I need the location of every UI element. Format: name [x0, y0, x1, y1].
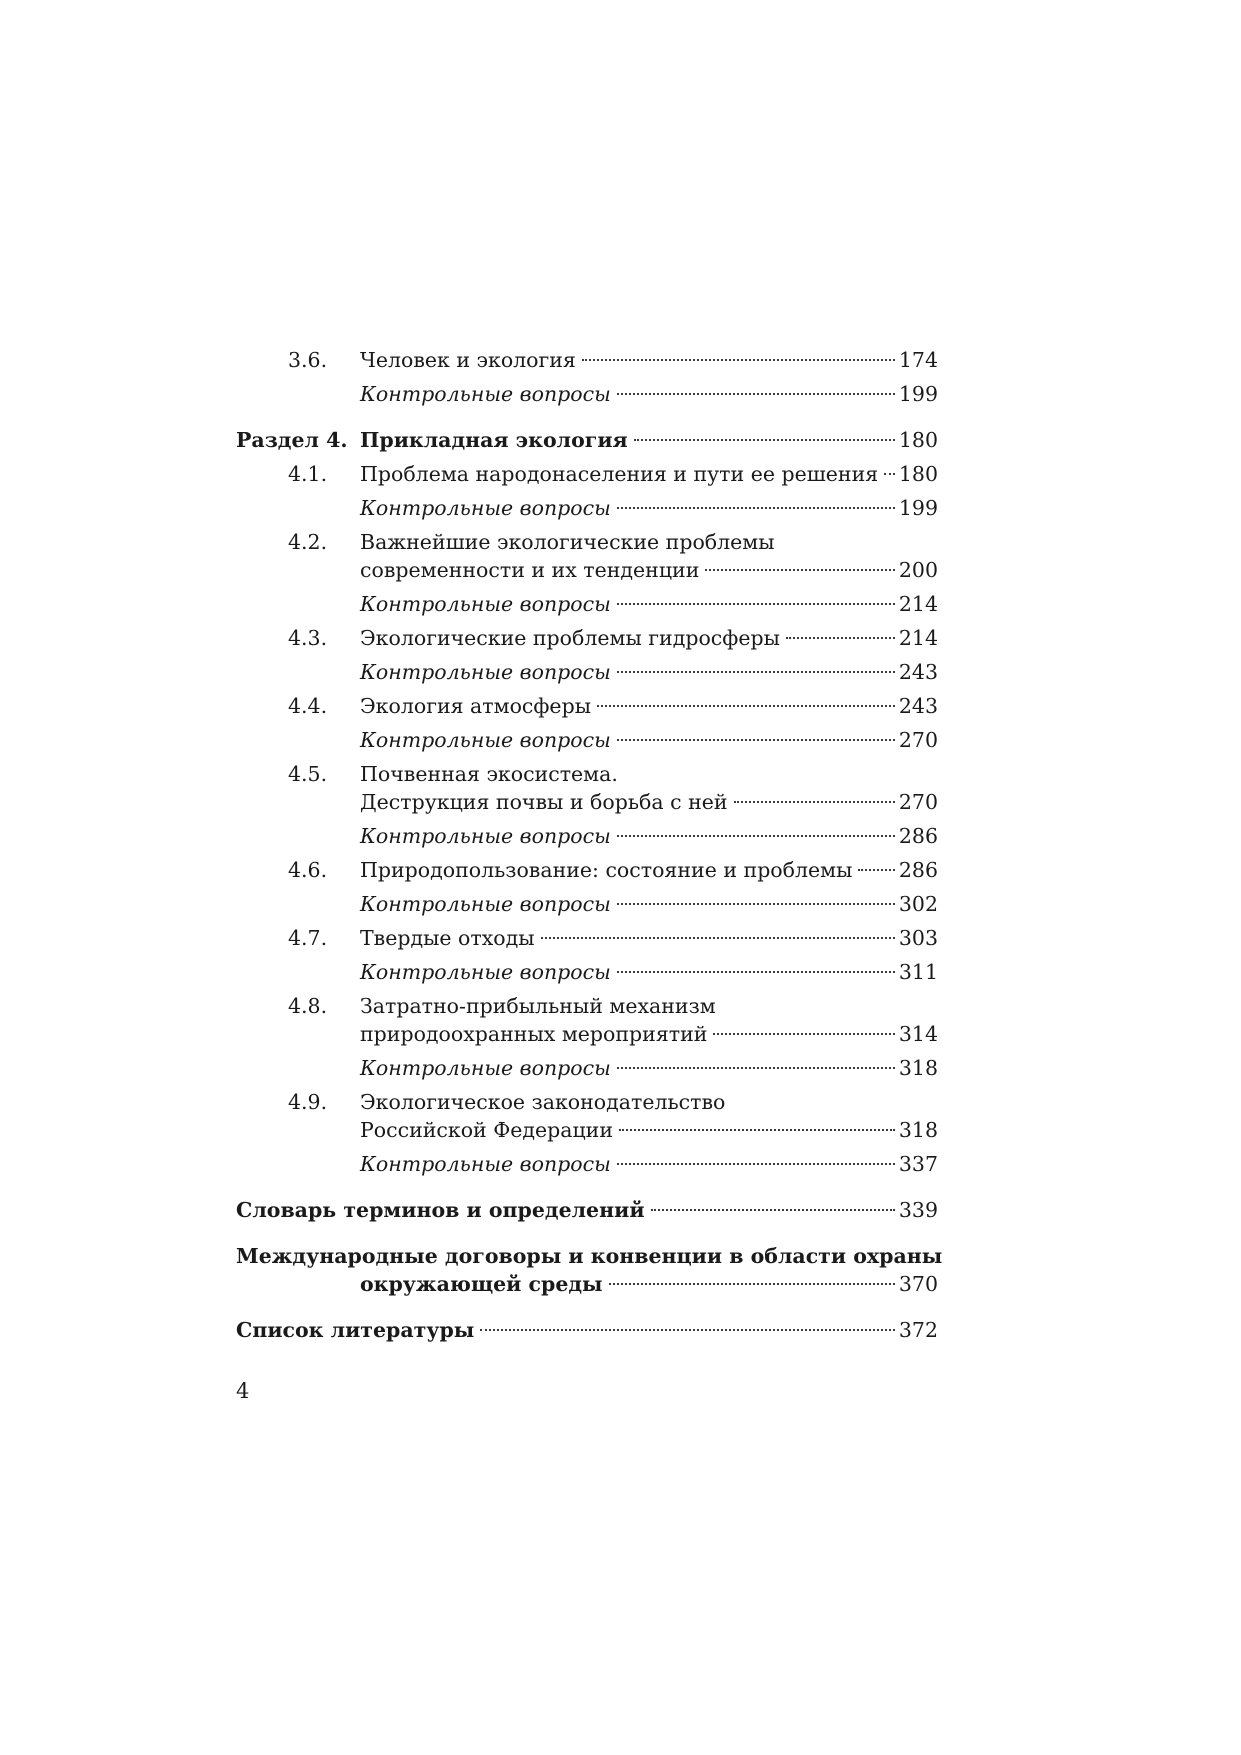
toc-entry-4-1[interactable] [236, 457, 938, 491]
entry-line [360, 1116, 938, 1144]
toc-entry-4-1-questions[interactable] [236, 491, 938, 525]
dot-leader [617, 739, 895, 741]
toc-entry-4-7[interactable] [236, 921, 938, 955]
dot-leader [619, 1129, 895, 1131]
section-title: Человек и экология [360, 348, 576, 372]
section-title-line-2: Деструкция почвы и борьба с ней [360, 790, 728, 814]
part-number: Раздел 4. [236, 428, 348, 452]
toc-entry-4-7-questions[interactable] [236, 955, 938, 989]
page-footer-number: 4 [236, 1379, 250, 1403]
entry-line [360, 621, 938, 652]
dot-leader [617, 1163, 895, 1165]
dot-leader [858, 869, 894, 871]
page-number: 174 [898, 348, 938, 372]
questions-title: Контрольные вопросы [360, 1152, 611, 1176]
questions-title: Контрольные вопросы [360, 728, 611, 752]
entry-block [360, 989, 938, 1048]
page-number: 214 [898, 626, 938, 650]
entry-line [360, 955, 938, 986]
dot-leader [651, 1209, 895, 1211]
entry-line [236, 1270, 938, 1298]
toc-entry-3-6[interactable] [236, 343, 938, 377]
entry-line [236, 1193, 938, 1224]
dot-leader [617, 671, 895, 673]
section-title: Природопользование: состояние и проблемы [360, 858, 853, 882]
page-number: 199 [898, 382, 938, 406]
dot-leader [617, 507, 895, 509]
treaties-title-line-2: окружающей среды [360, 1272, 603, 1296]
page-number: 180 [898, 462, 938, 486]
dot-leader [609, 1283, 895, 1285]
toc-entry-4-5[interactable] [236, 757, 938, 819]
entry-line [360, 723, 938, 754]
dot-leader [617, 835, 895, 837]
dot-leader [617, 603, 895, 605]
section-number: 4.4. [288, 694, 328, 718]
dot-leader [541, 937, 895, 939]
toc-entry-4-3-questions[interactable] [236, 655, 938, 689]
dot-leader [617, 903, 895, 905]
entry-line [360, 556, 938, 584]
page-number: 286 [898, 824, 938, 848]
toc-entry-4-2-questions[interactable] [236, 587, 938, 621]
entry-line [236, 1313, 938, 1344]
questions-title: Контрольные вопросы [360, 660, 611, 684]
toc-entry-4-2[interactable] [236, 525, 938, 587]
entry-line [360, 788, 938, 816]
questions-title: Контрольные вопросы [360, 592, 611, 616]
entry-block [360, 1085, 938, 1144]
entry-line [360, 587, 938, 618]
section-title-line-2: природоохранных мероприятий [360, 1022, 708, 1046]
toc-treaties[interactable] [236, 1239, 943, 1301]
entry-line [360, 491, 938, 522]
section-title-line-1: Затратно-прибыльный механизм [360, 994, 716, 1018]
entry-line [360, 887, 938, 918]
toc-entry-4-6-questions[interactable] [236, 887, 938, 921]
entry-line [360, 1147, 938, 1178]
dot-leader [617, 393, 895, 395]
toc-entry-4-8[interactable] [236, 989, 938, 1051]
toc-entry-4-4[interactable] [236, 689, 938, 723]
part-title: Прикладная экология [360, 428, 628, 452]
page-number: 270 [898, 728, 938, 752]
dot-leader [705, 569, 895, 571]
glossary-title: Словарь терминов и определений [236, 1198, 645, 1222]
toc-entry-4-9[interactable] [236, 1085, 938, 1147]
page-number: 370 [898, 1272, 938, 1296]
section-number: 4.6. [288, 858, 328, 882]
page-number: 302 [898, 892, 938, 916]
entry-block [360, 525, 938, 584]
entry-line [360, 1051, 938, 1082]
section-title-line-1: Важнейшие экологические проблемы [360, 530, 775, 554]
page-number: 180 [898, 428, 938, 452]
questions-title: Контрольные вопросы [360, 1056, 611, 1080]
page-number: 311 [898, 960, 938, 984]
page-number: 318 [898, 1056, 938, 1080]
dot-leader [480, 1329, 895, 1331]
toc-references[interactable] [236, 1313, 938, 1347]
dot-leader [617, 971, 895, 973]
entry-line [360, 655, 938, 686]
treaties-title-line-1: Международные договоры и конвенции в области охраны [236, 1244, 943, 1268]
dot-leader [582, 359, 895, 361]
page-number: 243 [898, 660, 938, 684]
entry-line [360, 1020, 938, 1048]
entry-line [360, 423, 938, 454]
toc-entry-3-6-questions[interactable] [236, 377, 938, 411]
section-number: 4.8. [288, 994, 328, 1018]
references-title: Список литературы [236, 1318, 475, 1342]
toc-glossary[interactable] [236, 1193, 938, 1227]
toc-entry-4-9-questions[interactable] [236, 1147, 938, 1181]
questions-title: Контрольные вопросы [360, 496, 611, 520]
entry-line [360, 819, 938, 850]
dot-leader [734, 801, 895, 803]
dot-leader [786, 637, 895, 639]
page-number: 286 [898, 858, 938, 882]
page-number: 243 [898, 694, 938, 718]
dot-leader [713, 1033, 894, 1035]
page-number: 339 [898, 1198, 938, 1222]
page-number: 372 [898, 1318, 938, 1342]
section-title-line-2: Российской Федерации [360, 1118, 613, 1142]
section-title: Проблема народонаселения и пути ее решения [360, 462, 879, 486]
section-title: Экологические проблемы гидросферы [360, 626, 780, 650]
section-title: Экология атмосферы [360, 694, 592, 718]
section-number: 4.3. [288, 626, 328, 650]
page-number: 270 [898, 790, 938, 814]
toc-entry-4-6[interactable] [236, 853, 938, 887]
section-number: 4.2. [288, 530, 328, 554]
toc-entry-4-8-questions[interactable] [236, 1051, 938, 1085]
section-number: 3.6. [288, 348, 328, 372]
section-title-line-1: Экологическое законодательство [360, 1090, 726, 1114]
dot-leader [634, 439, 895, 441]
entry-block [360, 757, 938, 816]
page-number: 303 [898, 926, 938, 950]
section-number: 4.1. [288, 462, 328, 486]
entry-line [360, 689, 938, 720]
section-number: 4.5. [288, 762, 328, 786]
section-title-line-2: современности и их тенденции [360, 558, 700, 582]
page-number: 214 [898, 592, 938, 616]
questions-title: Контрольные вопросы [360, 892, 611, 916]
entry-block [236, 1239, 943, 1298]
entry-line [360, 377, 938, 408]
toc-entry-4-3[interactable] [236, 621, 938, 655]
questions-title: Контрольные вопросы [360, 960, 611, 984]
page-number: 314 [898, 1022, 938, 1046]
entry-line [360, 457, 938, 488]
dot-leader [597, 705, 895, 707]
page-number: 337 [898, 1152, 938, 1176]
entry-line [360, 343, 938, 374]
page-number: 200 [898, 558, 938, 582]
table-of-contents [236, 343, 943, 1347]
entry-line [360, 921, 938, 952]
toc-part-4[interactable] [236, 423, 938, 457]
questions-title: Контрольные вопросы [360, 382, 611, 406]
entry-line [360, 853, 938, 884]
toc-entry-4-5-questions[interactable] [236, 819, 938, 853]
section-number: 4.7. [288, 926, 328, 950]
questions-title: Контрольные вопросы [360, 824, 611, 848]
dot-leader [617, 1067, 895, 1069]
section-title: Твердые отходы [360, 926, 535, 950]
section-number: 4.9. [288, 1090, 328, 1114]
page-number: 199 [898, 496, 938, 520]
dot-leader [884, 473, 895, 475]
toc-entry-4-4-questions[interactable] [236, 723, 938, 757]
section-title-line-1: Почвенная экосистема. [360, 762, 618, 786]
page-number: 318 [898, 1118, 938, 1142]
